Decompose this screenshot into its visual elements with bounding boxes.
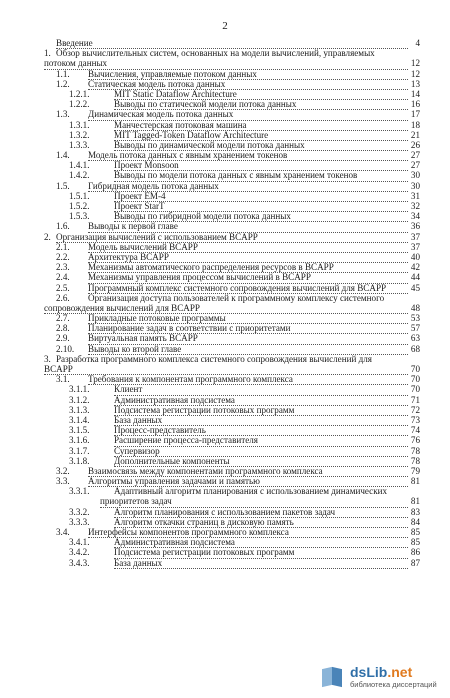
toc-entry-page: 73 xyxy=(410,414,420,425)
toc-entry xyxy=(44,211,420,221)
toc-entry xyxy=(44,313,420,323)
toc-entry-page: 83 xyxy=(410,506,420,517)
toc-entry-title: Требования к компонентам программного комплекса xyxy=(88,374,408,385)
toc-entry-number: 3.4.2. xyxy=(69,547,90,558)
toc-entry-number: 3.3. xyxy=(56,476,70,487)
toc-entry-page: 78 xyxy=(410,455,420,466)
toc-entry-title: Вычисления, управляемые потоком данных xyxy=(88,69,408,80)
toc-entry-page: 27 xyxy=(410,150,420,161)
toc-entry xyxy=(44,272,420,282)
toc-entry xyxy=(44,232,420,242)
toc-entry-title: Процесс-представитель xyxy=(114,425,408,436)
toc-entry xyxy=(44,252,420,262)
toc-entry-number: 1.6. xyxy=(56,221,70,232)
toc-entry-number: 3. xyxy=(44,353,51,364)
toc-entry-title: Административная подсистема xyxy=(114,537,408,548)
toc-entry xyxy=(44,507,420,517)
toc-entry-number: 3.4. xyxy=(56,527,70,537)
toc-entry-title: MIT Static Dataflow Architecture xyxy=(114,89,408,100)
toc-entry-page: 79 xyxy=(410,465,420,476)
toc-entry-title: сопровождения вычислений для BCAPP xyxy=(44,303,408,314)
toc-entry-number: 1.3. xyxy=(56,109,70,120)
toc-entry-number: 1.3.1. xyxy=(69,119,90,130)
toc-entry-number: 3.4.3. xyxy=(69,557,90,568)
toc-entry-page: 12 xyxy=(410,68,420,79)
toc-entry-page: 30 xyxy=(410,180,420,191)
toc-entry-title: приоритетов задач xyxy=(100,496,408,507)
toc-entry-title: База данных xyxy=(114,558,408,569)
toc-entry-number: 2.6. xyxy=(56,292,70,303)
toc-entry-page: 68 xyxy=(410,343,420,354)
toc-entry xyxy=(44,181,420,191)
toc-entry-title: Архитектура BCAPP xyxy=(88,252,408,263)
toc-entry xyxy=(44,140,420,150)
toc-entry-number: 2.3. xyxy=(56,262,70,273)
toc-entry xyxy=(44,466,420,476)
toc-entry-title: Выводы к первой главе xyxy=(88,221,408,232)
toc-entry-number: 3.1.2. xyxy=(69,394,90,405)
toc-entry-number: 1.2. xyxy=(56,78,70,89)
toc-entry xyxy=(44,415,420,425)
toc-entry-page: 21 xyxy=(410,129,420,140)
toc-entry-page: 63 xyxy=(410,333,420,344)
toc-entry-number: 3.1.8. xyxy=(69,455,90,466)
toc-entry xyxy=(44,69,420,79)
toc-entry xyxy=(44,364,420,374)
toc-entry-page: 45 xyxy=(410,282,420,293)
toc-entry xyxy=(44,354,420,364)
toc-entry-page: 40 xyxy=(410,251,420,262)
toc-entry xyxy=(44,170,420,180)
toc-entry-number: 3.1.1. xyxy=(69,384,90,395)
toc-entry-title: Гибридная модель потока данных xyxy=(88,181,408,192)
toc-entry xyxy=(44,486,420,496)
toc-entry-number: 2.9. xyxy=(56,333,70,344)
toc-entry-title: Выводы по статической модели потока данных xyxy=(114,99,408,110)
toc-entry-page: 71 xyxy=(410,394,420,405)
toc-entry-title: Выводы по гибридной модели потока данных xyxy=(114,211,408,222)
toc-entry-title: Алгоритмы управления задачами и памятью xyxy=(88,476,408,487)
toc-entry-number: 2.4. xyxy=(56,272,70,283)
toc-entry xyxy=(44,58,420,68)
toc-entry-page: 85 xyxy=(410,527,420,537)
toc-entry-number: 2.2. xyxy=(56,251,70,262)
toc-entry xyxy=(44,262,420,272)
toc-entry-page: 44 xyxy=(410,272,420,283)
toc-entry-number: 1.5. xyxy=(56,180,70,191)
toc-entry xyxy=(44,395,420,405)
toc-entry-title: Алгоритм планирования с использованием пакетов задач xyxy=(114,507,408,518)
toc-entry xyxy=(44,527,420,537)
toc-entry-title: Взаимосвязь между компонентами программного комплекса xyxy=(88,466,408,477)
toc-entry-page: 78 xyxy=(410,445,420,456)
toc-entry-page: 13 xyxy=(410,78,420,89)
toc-entry-page: 4 xyxy=(415,38,420,48)
toc-entry xyxy=(44,293,420,303)
toc-entry-title: Введение xyxy=(56,38,408,49)
toc-entry-title: Механизмы автоматического распределения ресурсов в BCAPP xyxy=(88,262,408,273)
toc-entry-title: Программный комплекс системного сопровождения вычислений для BCAPP xyxy=(88,283,408,294)
toc-entry-page: 86 xyxy=(410,547,420,558)
toc-entry-number: 2.5. xyxy=(56,282,70,293)
toc-entry xyxy=(44,517,420,527)
toc-entry-title: Модель вычислений BCAPP xyxy=(88,242,408,253)
toc-entry xyxy=(44,323,420,333)
toc-entry-page: 36 xyxy=(410,221,420,232)
toc-entry-page: 57 xyxy=(410,323,420,334)
toc-entry-page: 84 xyxy=(410,516,420,527)
toc-entry-number: 1.5.3. xyxy=(69,211,90,222)
toc-entry-title: Проект StarT xyxy=(114,201,408,212)
toc-entry-number: 2. xyxy=(44,231,51,242)
toc-entry-page: 37 xyxy=(410,231,420,242)
toc-entry-title: Административная подсистема xyxy=(114,395,408,406)
toc-entry xyxy=(44,547,420,557)
toc-entry-title: Организация доступа пользователей к программному комплексу системного xyxy=(88,292,385,303)
toc-entry xyxy=(44,425,420,435)
page-number: 2 xyxy=(222,20,228,32)
toc-entry-number: 3.1. xyxy=(56,374,70,385)
toc-entry-number: 2.1. xyxy=(56,241,70,252)
toc-entry-title: Механизмы управления процессом вычислений в BCAPP xyxy=(88,272,408,283)
toc-entry xyxy=(44,38,420,48)
toc-entry-number: 3.3.1. xyxy=(69,486,90,497)
book-logo-icon xyxy=(320,664,346,690)
toc-entry xyxy=(44,201,420,211)
toc-entry-page: 42 xyxy=(410,262,420,273)
toc-entry-number: 3.1.6. xyxy=(69,435,90,446)
toc-entry-title: Планирование задач в соответствии с приоритетами xyxy=(88,323,408,334)
toc-entry-page: 74 xyxy=(410,425,420,436)
toc-entry-number: 1.2.2. xyxy=(69,99,90,110)
toc-entry-title: Алгоритм откачки страниц в дисковую память xyxy=(114,517,408,528)
toc-entry xyxy=(44,99,420,109)
toc-entry-number: 1.4.1. xyxy=(69,160,90,171)
toc-entry xyxy=(44,89,420,99)
toc-entry-page: 87 xyxy=(410,557,420,568)
toc-entry-number: 1.4. xyxy=(56,150,70,161)
toc-entry-page: 31 xyxy=(410,190,420,201)
toc-entry-title: Клиент xyxy=(114,384,408,395)
toc-entry-title: Расширение процесса-представителя xyxy=(114,435,408,446)
toc-entry-title: Проект EM-4 xyxy=(114,191,408,202)
toc-entry-number: 1.3.3. xyxy=(69,139,90,150)
toc-entry-page: 34 xyxy=(410,211,420,222)
toc-entry-page: 27 xyxy=(410,160,420,171)
toc-entry xyxy=(44,221,420,231)
toc-entry xyxy=(44,537,420,547)
toc-entry xyxy=(44,384,420,394)
toc-entry-title: Прикладные потоковые программы xyxy=(88,313,408,324)
toc-entry-number: 1.4.2. xyxy=(69,170,90,181)
toc-entry-title: Выводы ко второй главе xyxy=(88,344,408,355)
watermark-subtitle: библиотека диссертаций xyxy=(350,680,437,690)
toc-entry xyxy=(44,446,420,456)
toc-entry-title: Виртуальная память BCAPP xyxy=(88,333,408,344)
toc-entry-page: 32 xyxy=(410,201,420,211)
toc-entry-number: 1.5.1. xyxy=(69,190,90,201)
toc-entry xyxy=(44,303,420,313)
toc-entry-title: Дополнительные компоненты xyxy=(114,456,408,467)
toc-entry-number: 1.1. xyxy=(56,68,70,79)
toc-entry xyxy=(44,435,420,445)
toc-entry-page: 70 xyxy=(410,364,420,374)
toc-entry xyxy=(44,120,420,130)
toc-entry xyxy=(44,109,420,119)
toc-entry-page: 53 xyxy=(410,313,420,324)
toc-entry-page: 37 xyxy=(410,241,420,252)
toc-entry xyxy=(44,333,420,343)
toc-entry-page: 76 xyxy=(410,435,420,446)
toc-entry-title: Манчестерская потоковая машина xyxy=(114,120,408,131)
table-of-contents xyxy=(44,38,420,568)
toc-entry xyxy=(44,456,420,466)
toc-entry xyxy=(44,160,420,170)
toc-entry-page: 70 xyxy=(410,374,420,385)
toc-entry-number: 1.3.2. xyxy=(69,129,90,140)
toc-entry-number: 1.5.2. xyxy=(69,201,90,211)
toc-entry-page: 81 xyxy=(410,496,420,507)
watermark-brand: dsLib.net xyxy=(350,664,413,681)
toc-entry-number: 3.1.5. xyxy=(69,425,90,436)
toc-entry-number: 2.8. xyxy=(56,323,70,334)
toc-entry-title: Обзор вычислительных систем, основанных на модели вычислений, управляемых xyxy=(56,48,375,59)
toc-entry-page: 14 xyxy=(410,88,420,99)
toc-entry-page: 12 xyxy=(410,58,420,69)
toc-entry-title: Выводы по динамической модели потока данных xyxy=(114,140,408,151)
toc-entry-page: 16 xyxy=(410,99,420,110)
toc-entry-page: 72 xyxy=(410,404,420,415)
toc-entry xyxy=(44,344,420,354)
toc-entry-title: Проект Monsoon xyxy=(114,160,408,171)
toc-entry-number: 3.4.1. xyxy=(69,537,90,548)
toc-entry xyxy=(44,283,420,293)
toc-entry xyxy=(44,496,420,506)
toc-entry-number: 3.3.3. xyxy=(69,516,90,527)
toc-entry-page: 30 xyxy=(410,170,420,181)
toc-entry-number: 1.2.1. xyxy=(69,88,90,99)
toc-entry-number: 3.1.3. xyxy=(69,404,90,415)
toc-entry xyxy=(44,48,420,58)
toc-entry-number: 1. xyxy=(44,48,51,59)
toc-entry-number: 2.7. xyxy=(56,313,70,324)
toc-entry-title: Выводы по модели потока данных с явным хранением токенов xyxy=(114,170,408,181)
toc-entry-page: 26 xyxy=(410,139,420,150)
toc-entry-title: Подсистема регистрации потоковых программ xyxy=(114,547,408,558)
toc-entry-number: 3.1.7. xyxy=(69,445,90,456)
toc-entry xyxy=(44,150,420,160)
toc-entry-number: 3.2. xyxy=(56,465,70,476)
toc-entry-title: Модель потока данных с явным хранением токенов xyxy=(88,150,408,161)
toc-entry-page: 17 xyxy=(410,109,420,120)
toc-entry-page: 81 xyxy=(410,476,420,487)
toc-entry-page: 70 xyxy=(410,384,420,395)
toc-entry xyxy=(44,476,420,486)
toc-entry-number: 2.10. xyxy=(56,343,75,354)
toc-entry-page: 18 xyxy=(410,119,420,130)
toc-entry xyxy=(44,242,420,252)
toc-entry-title: Разработка программного комплекса системного сопровождения вычислений для xyxy=(56,353,372,364)
toc-entry-title: Адаптивный алгоритм планирования с использованием динамических xyxy=(114,486,388,497)
toc-entry-title: Динамическая модель потока данных xyxy=(88,109,408,120)
toc-entry-number: 3.1.4. xyxy=(69,414,90,425)
toc-entry-page: 48 xyxy=(410,302,420,313)
toc-entry xyxy=(44,558,420,568)
toc-entry-page: 85 xyxy=(410,537,420,548)
toc-entry xyxy=(44,79,420,89)
watermark xyxy=(320,662,442,692)
toc-entry-title: Статическая модель потока данных xyxy=(88,79,408,90)
toc-entry-title: База данных xyxy=(114,415,408,426)
toc-entry-number: 3.3.2. xyxy=(69,506,90,517)
toc-entry-title: Интерфейсы компонентов программного комплекса xyxy=(88,527,408,538)
toc-entry-title: потоком данных xyxy=(44,58,408,69)
toc-entry-title: Подсистема регистрации потоковых программ xyxy=(114,405,408,416)
toc-entry xyxy=(44,191,420,201)
toc-entry-title: MIT Tagged-Token Dataflow Architecture xyxy=(114,130,408,141)
toc-entry-title: Супервизор xyxy=(114,446,408,457)
toc-entry xyxy=(44,405,420,415)
toc-entry xyxy=(44,130,420,140)
toc-entry-title: BCAPP xyxy=(44,364,408,375)
toc-entry-title: Организация вычислений с использованием BCAPP xyxy=(56,232,408,243)
toc-entry xyxy=(44,374,420,384)
